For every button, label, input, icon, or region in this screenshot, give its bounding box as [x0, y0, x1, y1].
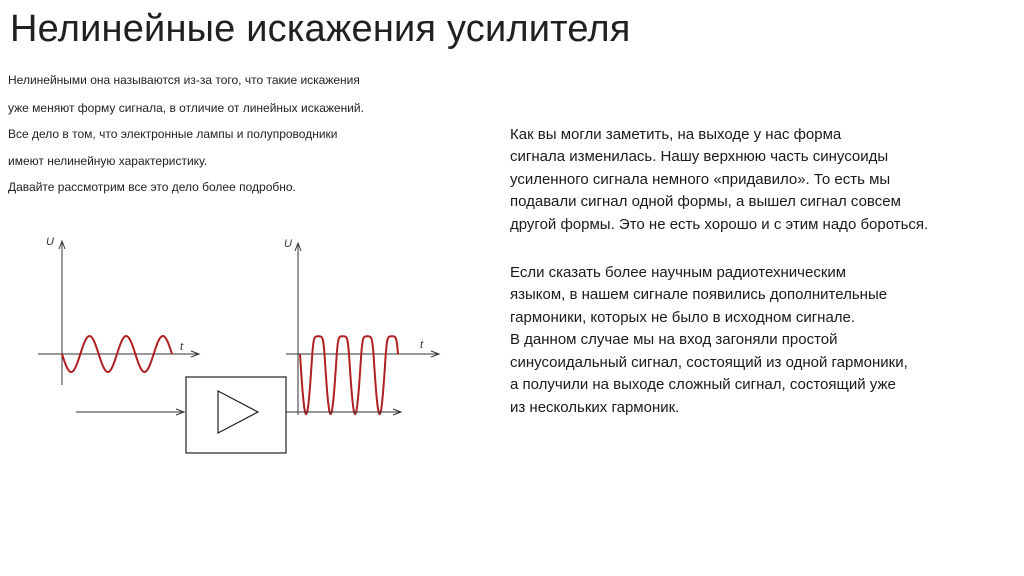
paragraph-line: Как вы могли заметить, на выходе у нас форма: [510, 126, 842, 143]
paragraph-line: а получили на выходе сложный сигнал, состоящий уже: [510, 376, 896, 393]
paragraph-line: усиленного сигнала немного «придавило». То есть мы: [510, 171, 891, 188]
intro-line: Нелинейными она называются из-за того, что такие искажения: [8, 73, 360, 87]
intro-line: имеют нелинейную характеристику.: [8, 154, 208, 168]
paragraph-line: из нескольких гармоник.: [510, 399, 680, 416]
slide-title: Нелинейные искажения усилителя: [10, 8, 631, 50]
paragraph-line: В данном случае мы на вход загоняли простой: [510, 331, 838, 348]
amplifier-distortion-diagram: [0, 225, 470, 460]
intro-line: Давайте рассмотрим все это дело более подробно.: [8, 180, 296, 194]
input-x-label: t: [180, 341, 184, 353]
paragraph-line: гармоники, которых не было в исходном сигнале.: [510, 309, 856, 326]
output-x-label: t: [420, 339, 424, 351]
paragraph-line: подавали сигнал одной формы, а вышел сигнал совсем: [510, 193, 901, 210]
input-y-label: U: [46, 236, 54, 248]
paragraph-line: синусоидальный сигнал, состоящий из одной гармоники,: [510, 354, 908, 371]
output-y-label: U: [284, 238, 292, 250]
paragraph-line: Если сказать более научным радиотехническим: [510, 264, 847, 281]
paragraph-line: языком, в нашем сигнале появились дополнительные: [510, 286, 888, 303]
paragraph-line: сигнала изменилась. Нашу верхнюю часть синусоиды: [510, 148, 889, 165]
output-distorted-wave: [300, 336, 398, 414]
intro-line: Все дело в том, что электронные лампы и полупроводники: [8, 127, 338, 141]
paragraph-line: другой формы. Это не есть хорошо и с этим надо бороться.: [510, 216, 929, 233]
intro-line: уже меняют форму сигнала, в отличие от линейных искажений.: [8, 101, 364, 115]
